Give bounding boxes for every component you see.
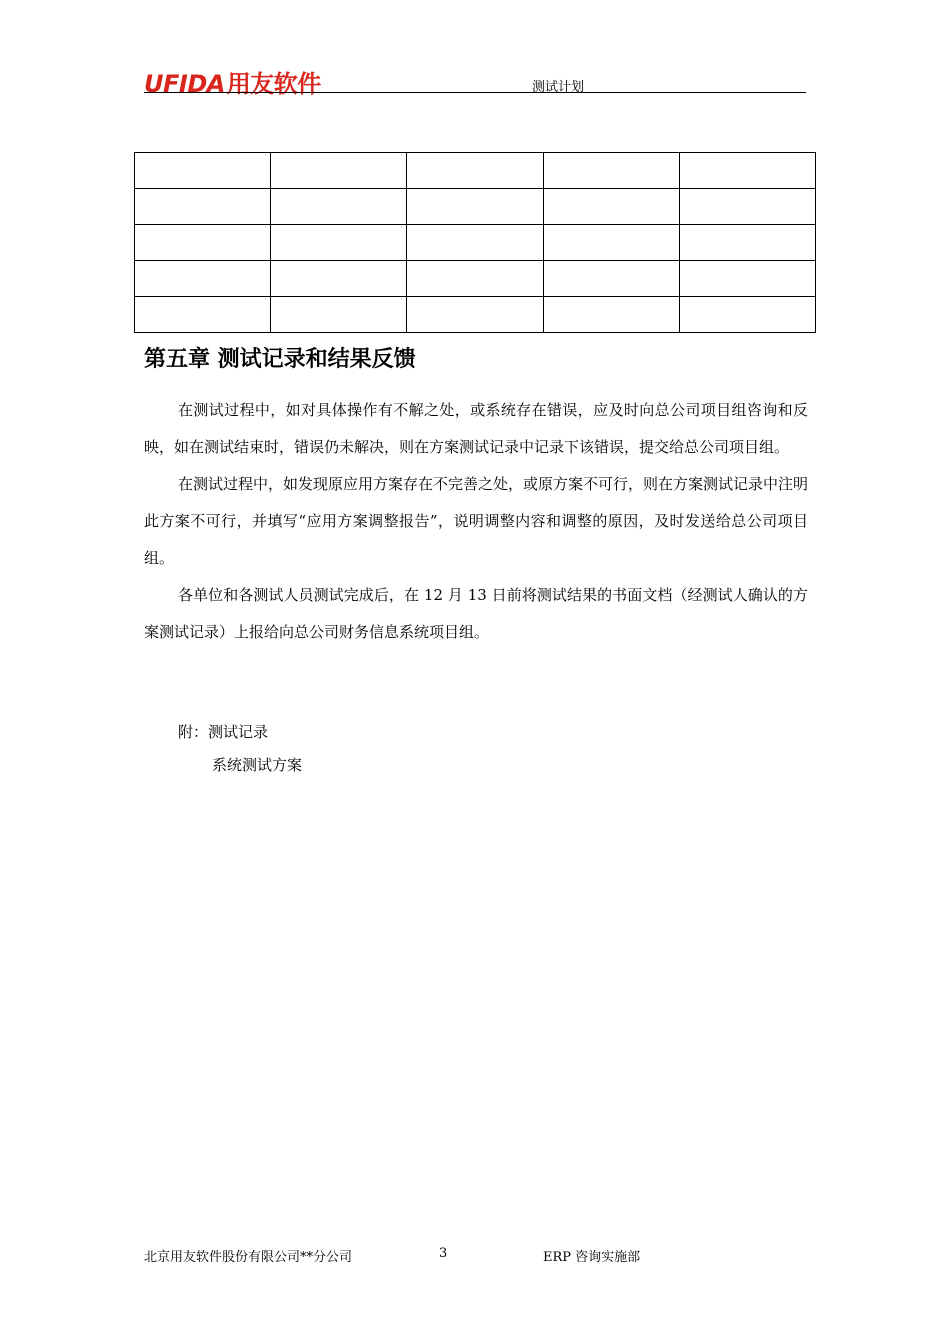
table-cell — [543, 153, 679, 189]
ufida-logo — [144, 64, 321, 98]
table-cell — [407, 261, 543, 297]
empty-record-table — [134, 152, 816, 333]
table-cell — [679, 225, 815, 261]
table-cell — [271, 261, 407, 297]
table-cell — [271, 297, 407, 333]
document-header-title: 测试计划 — [532, 80, 585, 95]
table-cell — [135, 189, 271, 225]
table-cell — [407, 225, 543, 261]
table-cell — [271, 153, 407, 189]
chapter-title: 第五章 测试记录和结果反馈 — [144, 347, 416, 372]
table-cell — [543, 261, 679, 297]
attachments — [178, 716, 302, 782]
table-cell — [543, 297, 679, 333]
table-cell — [679, 297, 815, 333]
table-cell — [135, 225, 271, 261]
table-cell — [135, 153, 271, 189]
table-row — [135, 297, 816, 333]
table-cell — [543, 225, 679, 261]
table-cell — [679, 189, 815, 225]
attachment-label: 附：测试记录 — [178, 723, 269, 741]
logo-cjk-text: 用友软件 — [226, 70, 321, 98]
table-cell — [271, 189, 407, 225]
table-cell — [407, 189, 543, 225]
table-cell — [679, 153, 815, 189]
paragraph-1: 在测试过程中，如对具体操作有不解之处，或系统存在错误，应及时向总公司项目组咨询和反映，如在测试结束时，错误仍未解决，则在方案测试记录中记录下该错误，提交给总公司项目组。 — [144, 401, 808, 456]
paragraph-2: 在测试过程中，如发现原应用方案存在不完善之处，或原方案不可行，则在方案测试记录中注明此方案不可行，并填写“应用方案调整报告”，说明调整内容和调整的原因，及时发送给总公司项目组。 — [144, 475, 809, 567]
footer-page-number: 3 — [439, 1246, 448, 1261]
table-cell — [543, 189, 679, 225]
footer-company: 北京用友软件股份有限公司**分公司 — [144, 1250, 353, 1265]
table-row — [135, 261, 816, 297]
paragraph-3: 各单位和各测试人员测试完成后，在 12 月 13 日前将测试结果的书面文档（经测试人确认的方案测试记录）上报给向总公司财务信息系统项目组。 — [144, 586, 808, 641]
table-cell — [271, 225, 407, 261]
table-cell — [407, 153, 543, 189]
table-row — [135, 189, 816, 225]
header-divider — [144, 92, 806, 93]
attachment-item: 系统测试方案 — [212, 756, 303, 774]
footer-department: ERP 咨询实施部 — [543, 1250, 641, 1265]
table-cell — [407, 297, 543, 333]
table-row — [135, 153, 816, 189]
chapter-body — [144, 392, 808, 651]
logo-latin-text: UFIDA — [144, 70, 225, 98]
table-row — [135, 225, 816, 261]
table-cell — [135, 297, 271, 333]
table-cell — [679, 261, 815, 297]
table-cell — [135, 261, 271, 297]
